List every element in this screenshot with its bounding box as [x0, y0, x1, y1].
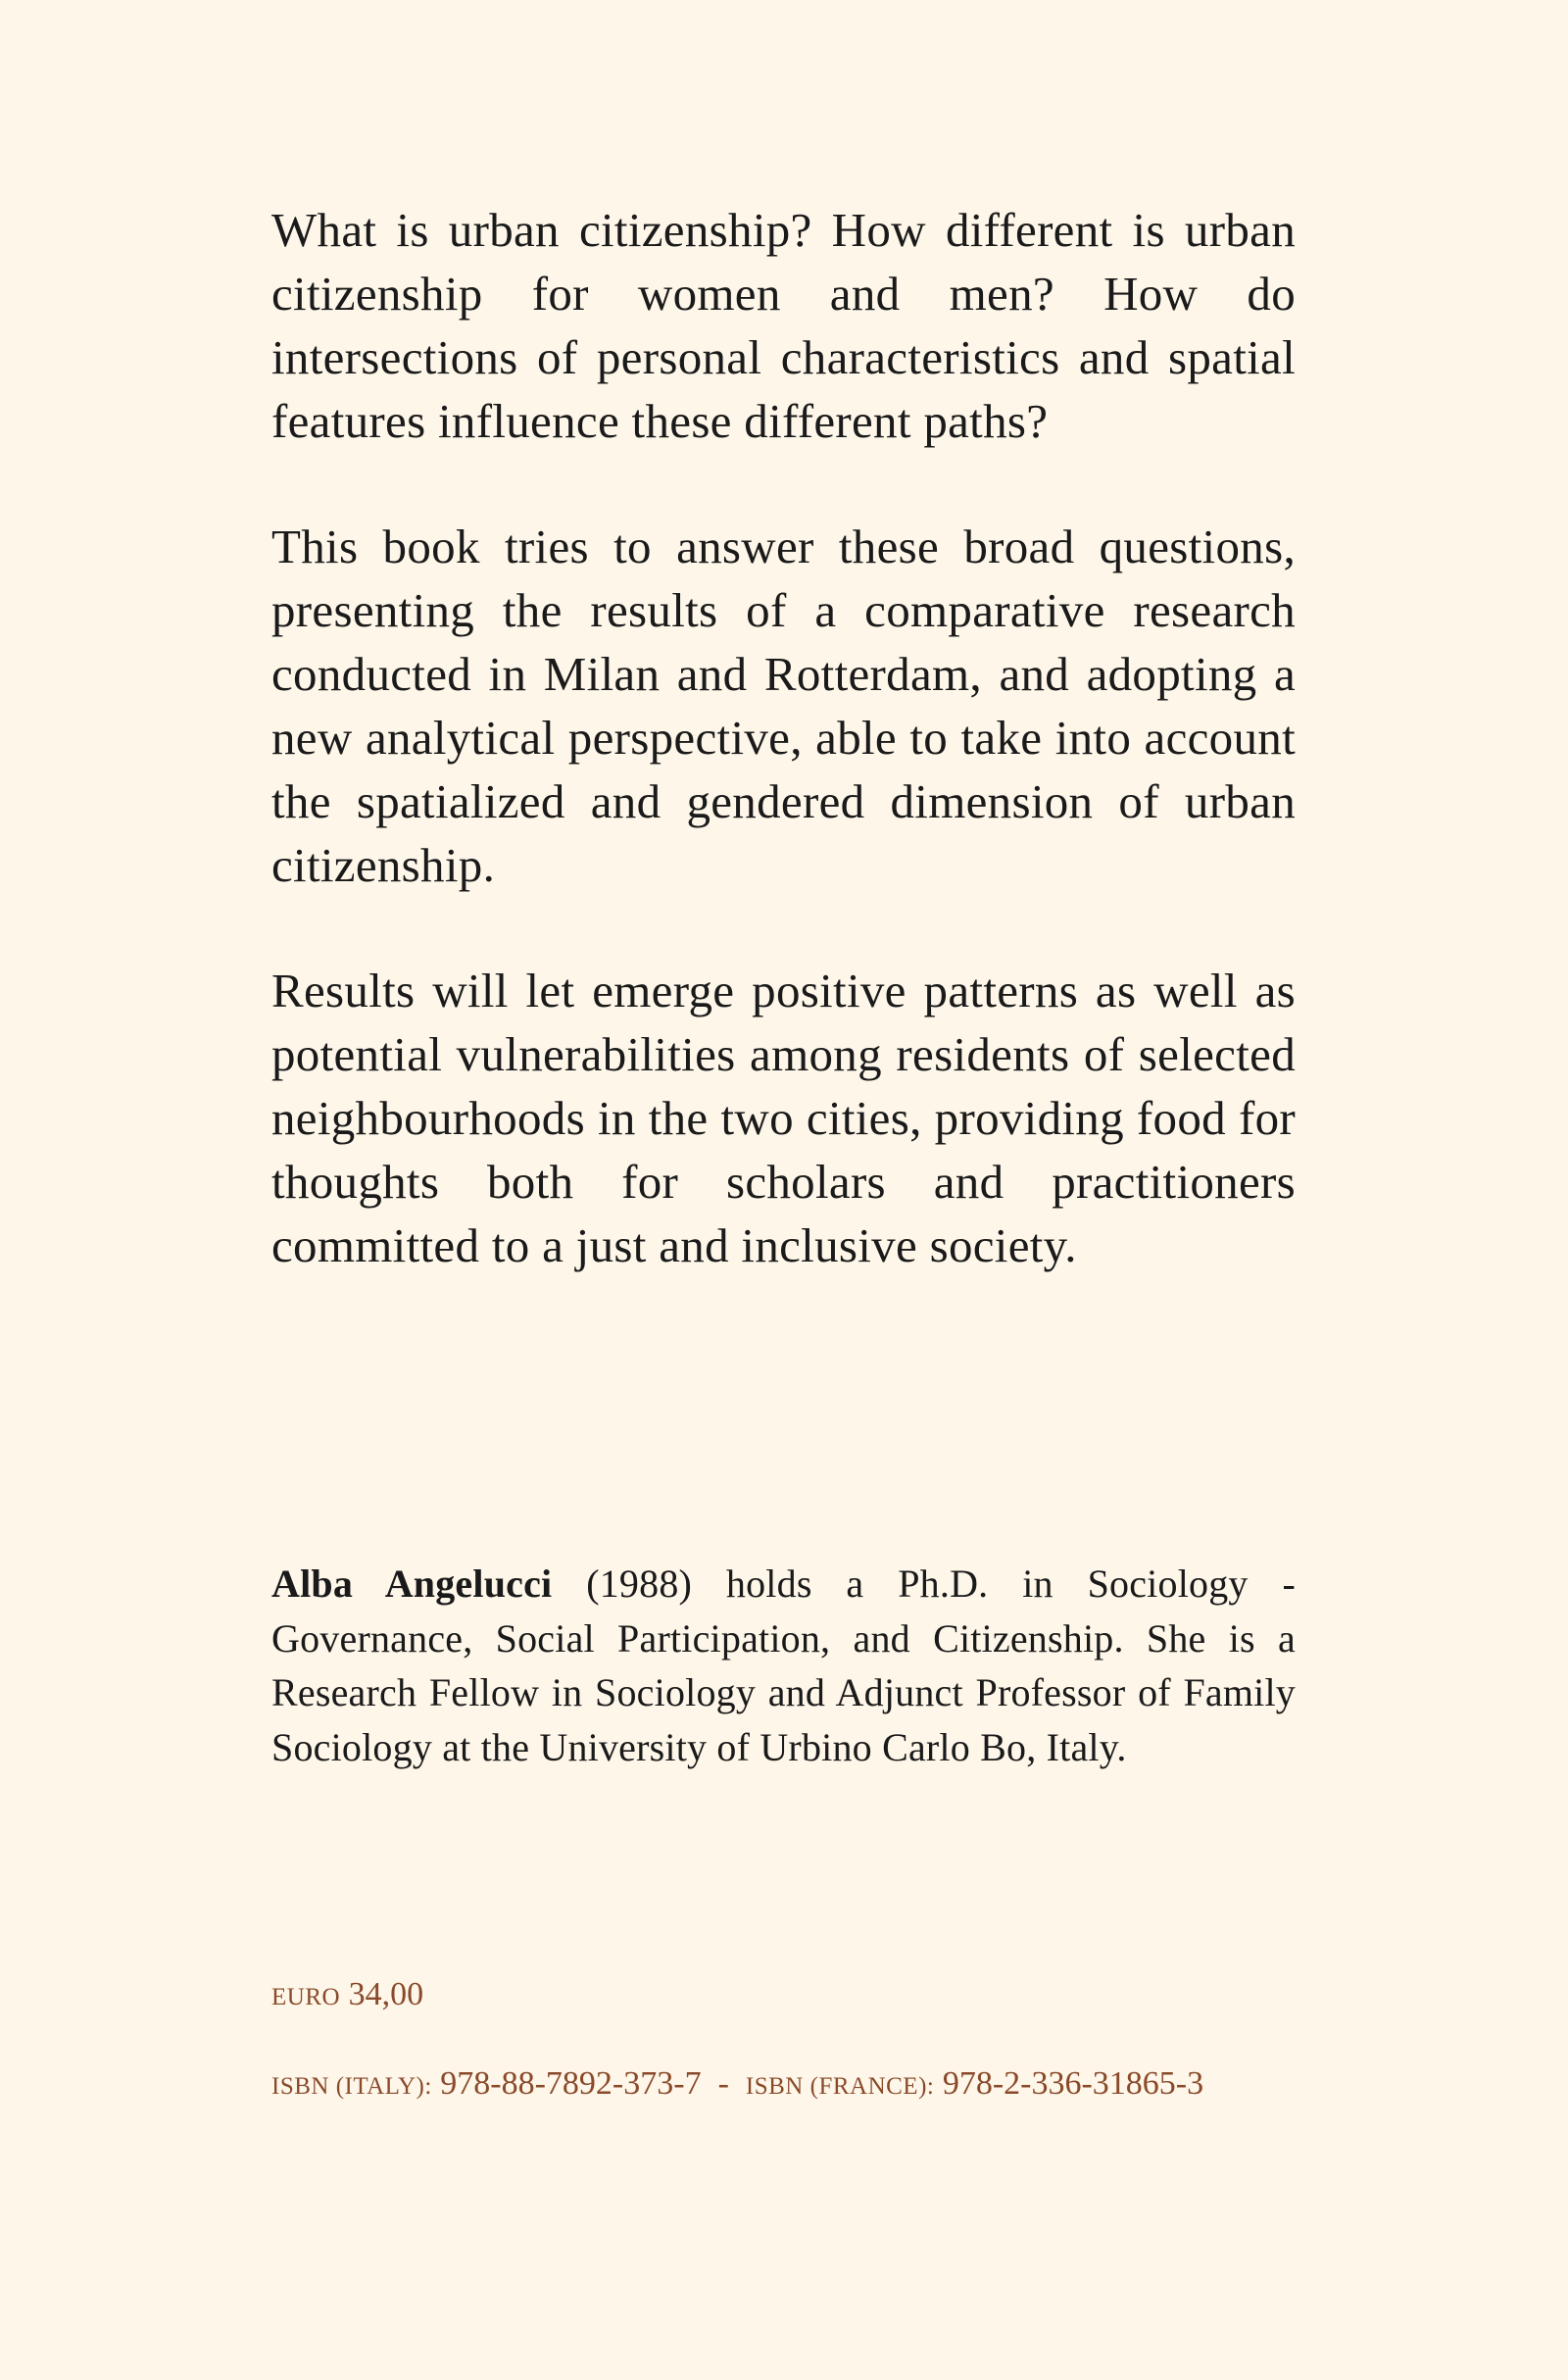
- author-bio-text: (1988) holds a Ph.D. in Sociology - Governance, Social Participation, and Citizenship. She is a Research Fellow in Sociology and Adjunct Professor of Family Sociology at the University of Urbino Carlo Bo, Italy.: [271, 1562, 1296, 1769]
- blurb-paragraph-3: Results will let emerge positive patterns as well as potential vulnerabilities among residents of selected neighbourhoods in the two cities, providing food for thoughts both for scholars and practitioners committed to a just and inclusive society.: [271, 964, 1296, 1272]
- isbn-italy-label: ISBN (ITALY):: [271, 2073, 432, 2100]
- author-name: Alba Angelucci: [271, 1562, 553, 1606]
- price-amount: 34,00: [348, 1976, 424, 2012]
- author-bio: [271, 1557, 1296, 1774]
- isbn-france-label: ISBN (FRANCE):: [745, 2073, 935, 2100]
- isbn-separator: -: [717, 2065, 729, 2102]
- isbn-italy-value: 978-88-7892-373-7: [440, 2065, 702, 2102]
- blurb-paragraph-1: What is urban citizenship? How different is urban citizenship for women and men? How do intersections of personal characteristics and spatial features influence these different paths?: [271, 203, 1296, 448]
- isbn-france-value: 978-2-336-31865-3: [942, 2065, 1204, 2102]
- price: [271, 1976, 423, 2013]
- price-currency-label: EURO: [271, 1984, 341, 2010]
- blurb-paragraph-2: This book tries to answer these broad questions, presenting the results of a comparative research conducted in Milan and Rotterdam, and adopting a new analytical perspective, able to take into account the spatialized and gendered dimension of urban citizenship.: [271, 520, 1296, 892]
- isbn-line: [271, 2065, 1203, 2103]
